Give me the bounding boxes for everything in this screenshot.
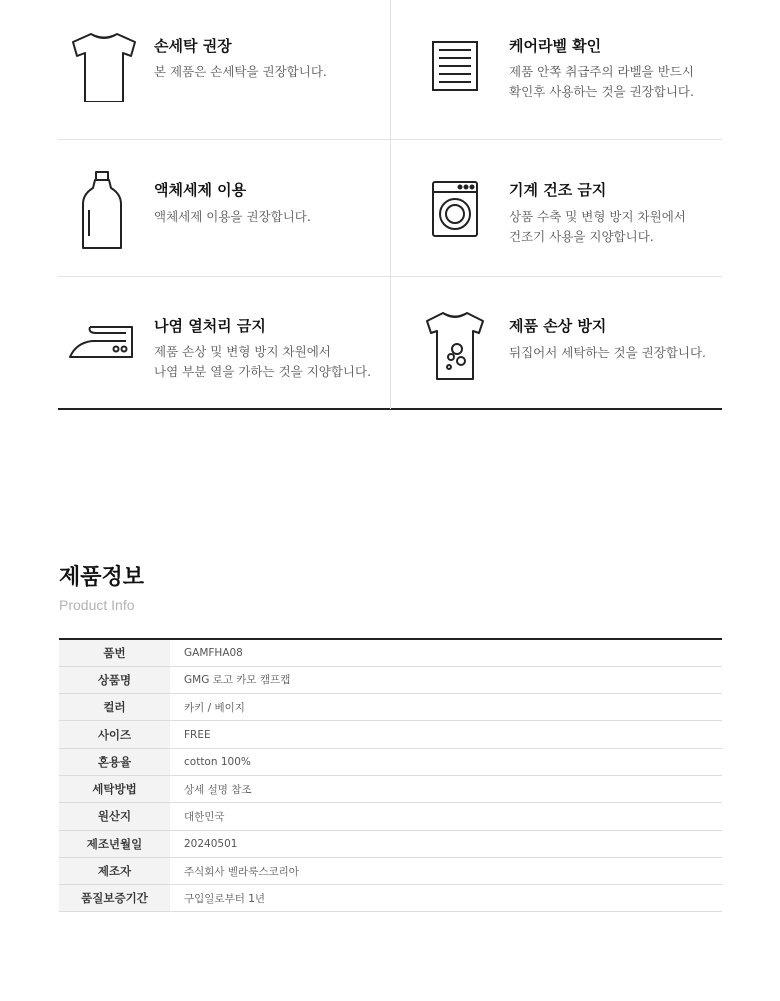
care-desc: 제품 손상 및 변형 방지 차원에서 나염 부분 열을 가하는 것을 지양합니다. [154, 344, 372, 379]
table-row [59, 639, 722, 666]
row-value: 대한민국 [184, 810, 225, 823]
care-label-icon [413, 26, 493, 106]
table-row [59, 885, 722, 912]
care-desc: 뒤집어서 세탁하는 것을 권장합니다. [509, 345, 707, 360]
product-info-title: 제품정보 [59, 565, 145, 590]
care-item-damage-prevention [390, 276, 722, 409]
care-item-no-heat-print [58, 276, 390, 409]
row-label: 상품명 [59, 666, 170, 693]
table-row [59, 830, 722, 857]
table-row [59, 748, 722, 775]
care-title: 제품 손상 방지 [509, 317, 607, 335]
row-value: 20240501 [184, 837, 238, 850]
table-row [59, 721, 722, 748]
table-row [59, 857, 722, 884]
care-item-care-label [390, 0, 722, 139]
product-info-subtitle: Product Info [59, 597, 135, 613]
care-item-liquid-detergent [58, 139, 390, 276]
table-row [59, 694, 722, 721]
care-title: 손세탁 권장 [154, 37, 232, 55]
row-value: FREE [184, 728, 211, 741]
row-value: 상세 설명 참조 [184, 783, 252, 796]
inside-out-shirt-icon [415, 305, 495, 385]
care-instructions-grid [58, 0, 722, 410]
care-title: 기계 건조 금지 [509, 181, 607, 199]
row-label: 컬러 [59, 694, 170, 721]
row-value: 카키 / 베이지 [184, 701, 245, 714]
iron-icon [66, 305, 146, 385]
row-value: GAMFHA08 [184, 646, 243, 659]
detergent-bottle-icon [61, 170, 141, 250]
tshirt-icon [63, 22, 143, 102]
washing-machine-icon [415, 168, 495, 248]
row-label: 품번 [59, 639, 170, 666]
care-desc: 상품 수축 및 변형 방지 차원에서 건조기 사용을 지양합니다. [509, 209, 686, 244]
table-row [59, 775, 722, 802]
care-item-hand-wash [58, 0, 390, 139]
product-info-table [59, 638, 722, 912]
table-row [59, 666, 722, 693]
row-label: 사이즈 [59, 721, 170, 748]
care-item-no-machine-dry [390, 139, 722, 276]
care-desc: 액체세제 이용을 권장합니다. [154, 209, 311, 224]
care-title: 액체세제 이용 [154, 181, 247, 199]
row-label: 제조년월일 [59, 830, 170, 857]
row-value: 주식회사 벨라룩스코리아 [184, 865, 299, 878]
table-row [59, 803, 722, 830]
care-title: 케어라벨 확인 [509, 37, 602, 55]
row-label: 원산지 [59, 803, 170, 830]
row-value: cotton 100% [184, 755, 251, 768]
row-label: 품질보증기간 [59, 885, 170, 912]
row-label: 혼용율 [59, 748, 170, 775]
care-title: 나염 열처리 금지 [154, 317, 266, 335]
care-desc: 제품 안쪽 취급주의 라벨을 반드시 확인후 사용하는 것을 권장합니다. [509, 64, 694, 99]
care-desc: 본 제품은 손세탁을 권장합니다. [154, 64, 327, 79]
row-value: GMG 로고 카모 캠프캡 [184, 674, 291, 687]
row-value: 구입일로부터 1년 [184, 892, 266, 905]
row-label: 세탁방법 [59, 775, 170, 802]
row-label: 제조자 [59, 857, 170, 884]
